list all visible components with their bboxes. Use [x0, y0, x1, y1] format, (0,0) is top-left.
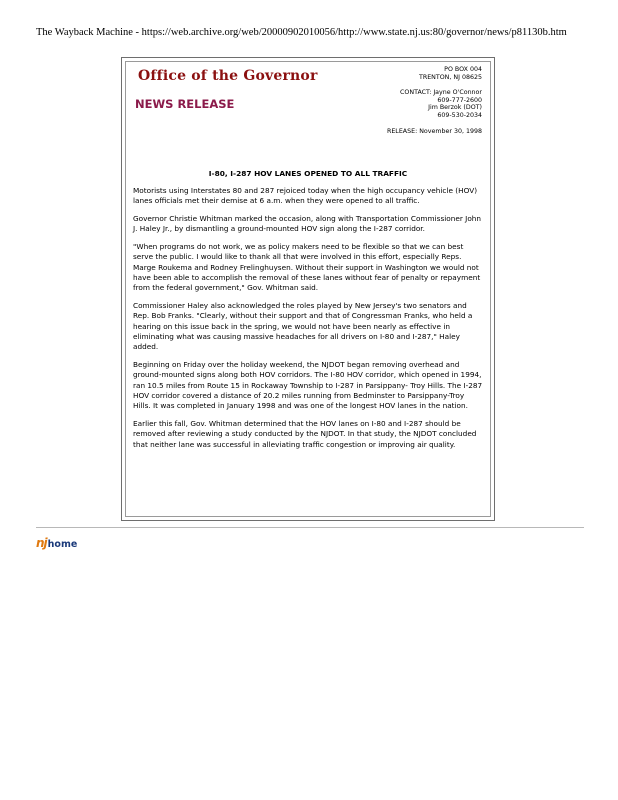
contact-name-1: CONTACT: Jayne O'Connor	[400, 89, 482, 96]
nj-home-link[interactable]	[36, 536, 77, 550]
article-headline: I-80, I-287 HOV LANES OPENED TO ALL TRAFFIC	[208, 169, 408, 178]
nj-logo-text: nj	[36, 536, 47, 550]
article-paragraph: "When programs do not work, we as policy makers need to be flexible so that we can best serve the public. I would like to thank all that were involved in this effort, especially Reps. Marge Roukema and Rodney Frelinghuysen. Without their support in Washington we would not have been able to accomplish the removal of these lanes without fear of penalty or repayment from the federal government," Gov. Whitman said.	[133, 242, 481, 293]
contact-block	[400, 89, 482, 120]
wayback-banner: The Wayback Machine - https://web.archive.org/web/20000902010056/http://www.state.nj.us:80/governor/news/p81130b.htm	[36, 27, 567, 38]
press-release-inner-border	[125, 61, 491, 517]
article-paragraph: Earlier this fall, Gov. Whitman determined that the HOV lanes on I-80 and I-287 should be removed after reviewing a study conducted by the NJDOT. In that study, the NJDOT concluded that neither lane was successful in alleviating traffic congestion or improving air quality.	[133, 419, 477, 449]
contact-name-2: Jim Berzok (DOT)	[428, 104, 482, 112]
footer-divider	[36, 527, 584, 528]
contact-phone-1: 609-777-2600	[437, 96, 482, 104]
news-release-label: NEWS RELEASE	[135, 97, 235, 111]
mailing-address	[419, 66, 482, 81]
article-paragraph: Beginning on Friday over the holiday weekend, the NJDOT began removing overhead and ground-mounted signs along both HOV corridors. The I-80 HOV corridor, which opened in 1994, ran 10.5 miles from Route 15 in Rockaway Township to I-287 in Parsippany- Troy Hills. The I-287 HOV corridor covered a distance of 20.2 miles running from Bedminster to Parsippany-Troy Hills. It was completed in January 1998 and was one of the longest HOV lanes in the nation.	[133, 360, 483, 411]
press-release-frame	[121, 57, 495, 521]
article-paragraph: Governor Christie Whitman marked the occasion, along with Transportation Commissioner John J. Haley Jr., by dismantling a ground-mounted HOV sign along the I-287 corridor.	[133, 214, 482, 234]
address-po-box: PO BOX 004	[444, 66, 482, 73]
article-paragraph: Commissioner Haley also acknowledged the roles played by New Jersey's two senators and Rep. Bob Franks. "Clearly, without their support and that of Congressman Franks, who held a hearing on this issue back in the spring, we would not have been nearly as effective in eliminating what was causing massive headaches for all drivers on I-80 and I-287," Haley added.	[133, 301, 473, 352]
contact-phone-2: 609-530-2034	[437, 112, 482, 120]
article-body	[133, 186, 483, 458]
address-city: TRENTON, NJ 08625	[418, 73, 482, 81]
release-date: RELEASE: November 30, 1998	[386, 128, 482, 135]
article-paragraph: Motorists using Interstates 80 and 287 rejoiced today when the high occupancy vehicle (HOV) lanes officials met their demise at 6 a.m. when they were opened to all traffic.	[133, 186, 478, 206]
home-link-label: home	[47, 539, 78, 550]
office-title: Office of the Governor	[138, 68, 318, 84]
